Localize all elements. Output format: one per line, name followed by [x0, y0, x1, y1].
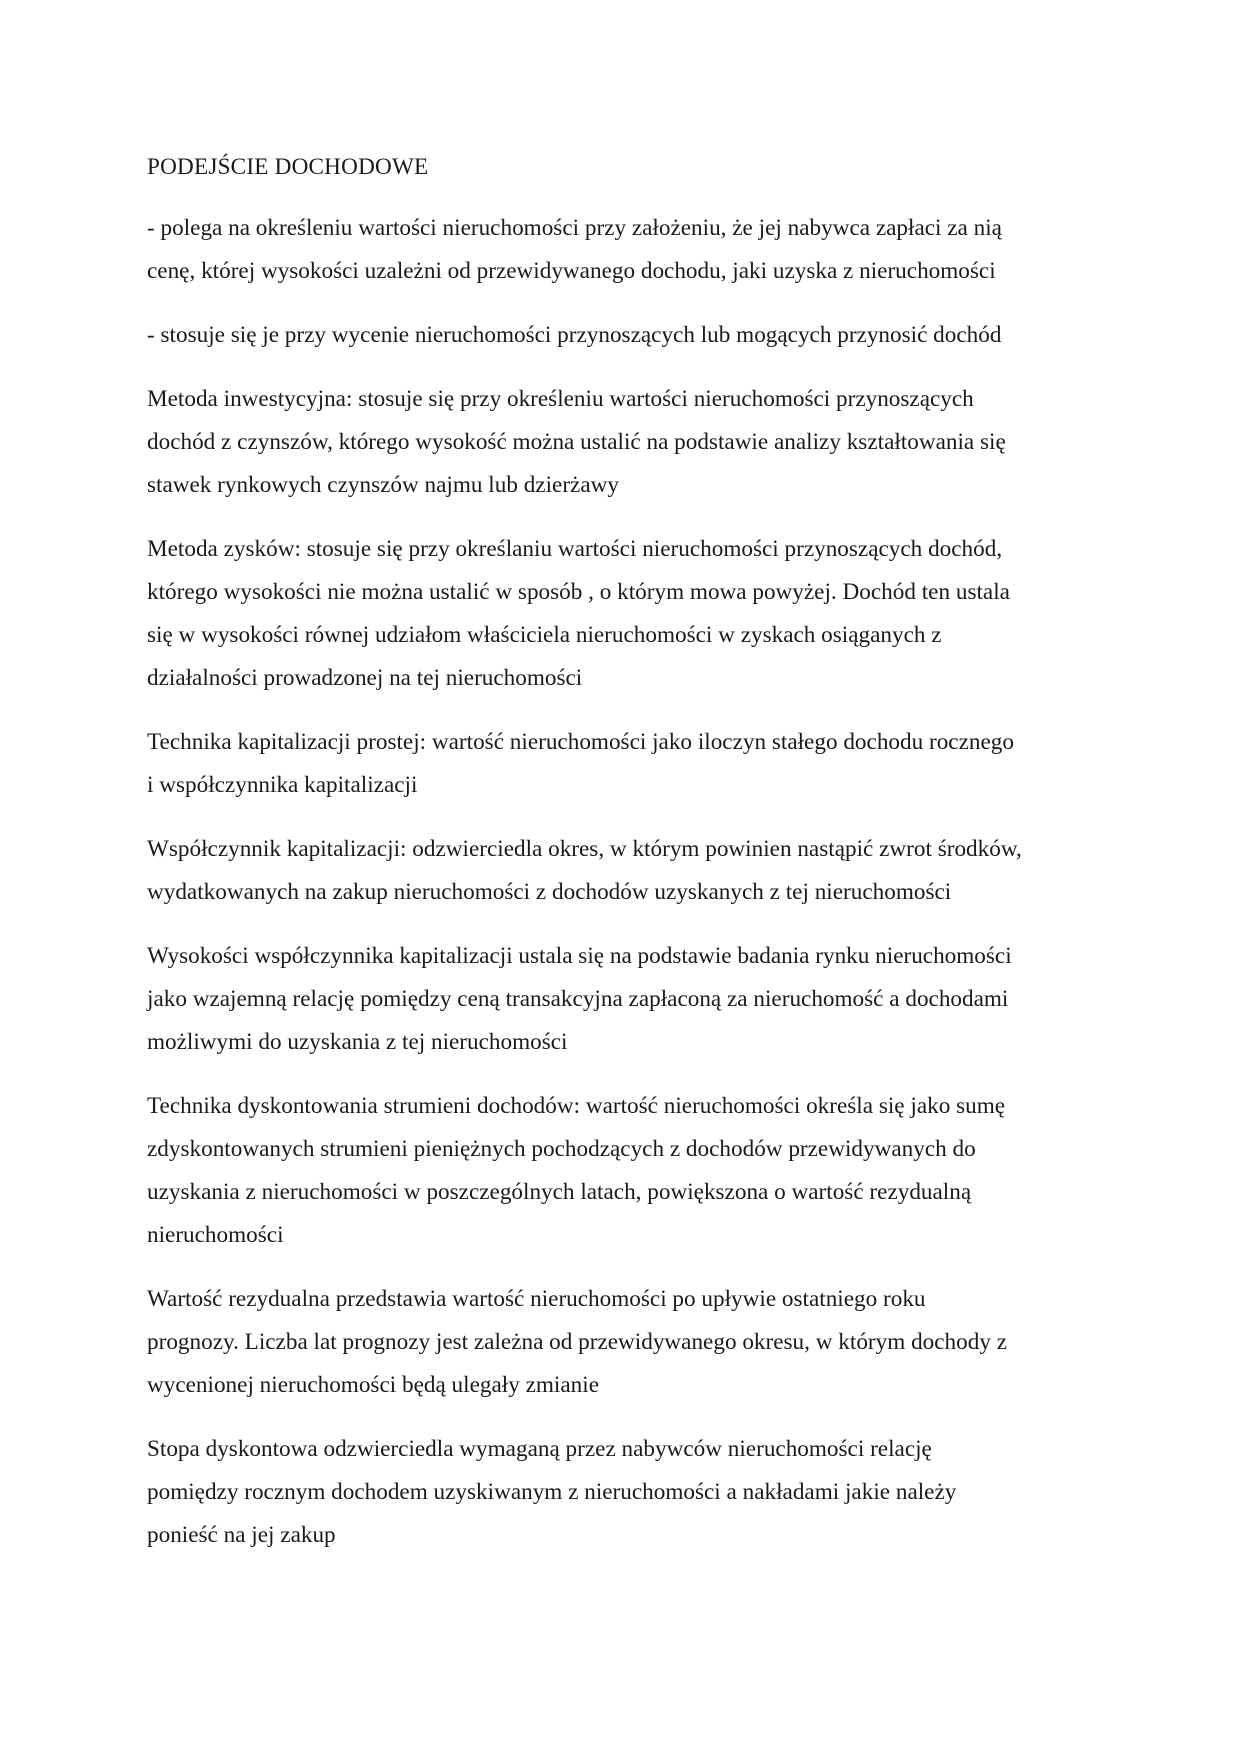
paragraph-line: Metoda zysków: stosuje się przy określaniu wartości nieruchomości przynoszących dochód,	[147, 536, 1003, 562]
paragraph	[147, 1428, 1102, 1557]
paragraph-line: Metoda inwestycyjna: stosuje się przy określeniu wartości nieruchomości przynoszących	[147, 386, 974, 412]
paragraph-line: - stosuje się je przy wycenie nieruchomości przynoszących lub mogących przynosić dochód	[147, 322, 1002, 348]
paragraph-line: Wysokości współczynnika kapitalizacji ustala się na podstawie badania rynku nieruchomości	[147, 943, 1012, 969]
paragraph-line: działalności prowadzonej na tej nieruchomości	[147, 665, 583, 691]
paragraph	[147, 935, 1102, 1064]
paragraph	[147, 721, 1102, 807]
paragraph-line: Stopa dyskontowa odzwierciedla wymaganą przez nabywców nieruchomości relację	[147, 1436, 932, 1462]
document-title: PODEJŚCIE DOCHODOWE	[147, 154, 429, 180]
paragraph-line: Współczynnik kapitalizacji: odzwierciedla okres, w którym powinien nastąpić zwrot środków,	[147, 836, 1022, 862]
paragraph-list	[147, 207, 1102, 1557]
paragraph	[147, 1278, 1102, 1407]
paragraph-line: uzyskania z nieruchomości w poszczególnych latach, powiększona o wartość rezydualną	[147, 1179, 972, 1205]
paragraph	[147, 828, 1102, 914]
paragraph-line: jako wzajemną relację pomiędzy ceną transakcyjna zapłaconą za nieruchomość a dochodami	[147, 986, 1009, 1012]
paragraph-line: Technika dyskontowania strumieni dochodów: wartość nieruchomości określa się jako sumę	[147, 1093, 1006, 1119]
paragraph	[147, 528, 1102, 700]
paragraph-line: nieruchomości	[147, 1222, 284, 1248]
paragraph-line: wydatkowanych na zakup nieruchomości z dochodów uzyskanych z tej nieruchomości	[147, 879, 952, 905]
paragraph-line: cenę, której wysokości uzależni od przewidywanego dochodu, jaki uzyska z nieruchomości	[147, 258, 996, 284]
paragraph-line: zdyskontowanych strumieni pieniężnych pochodzących z dochodów przewidywanych do	[147, 1136, 976, 1162]
paragraph-line: prognozy. Liczba lat prognozy jest zależna od przewidywanego okresu, w którym dochody z	[147, 1329, 1008, 1355]
paragraph-line: - polega na określeniu wartości nieruchomości przy założeniu, że jej nabywca zapłaci za nią	[147, 215, 1002, 241]
paragraph-line: wycenionej nieruchomości będą ulegały zmianie	[147, 1372, 599, 1398]
paragraph-line: dochód z czynszów, którego wysokość można ustalić na podstawie analizy kształtowania się	[147, 429, 1006, 455]
paragraph	[147, 1085, 1102, 1257]
paragraph-line: Technika kapitalizacji prostej: wartość nieruchomości jako iloczyn stałego dochodu rocznego	[147, 729, 1014, 755]
paragraph-line: pomiędzy rocznym dochodem uzyskiwanym z nieruchomości a nakładami jakie należy	[147, 1479, 957, 1505]
paragraph-line: stawek rynkowych czynszów najmu lub dzierżawy	[147, 472, 619, 498]
paragraph-line: i współczynnika kapitalizacji	[147, 772, 418, 798]
paragraph-line: możliwymi do uzyskania z tej nieruchomości	[147, 1029, 568, 1055]
paragraph	[147, 207, 1102, 293]
paragraph-line: się w wysokości równej udziałom właściciela nieruchomości w zyskach osiąganych z	[147, 622, 942, 648]
paragraph-line: Wartość rezydualna przedstawia wartość nieruchomości po upływie ostatniego roku	[147, 1286, 926, 1312]
paragraph-line: którego wysokości nie można ustalić w sposób , o którym mowa powyżej. Dochód ten ustala	[147, 579, 1010, 605]
paragraph-line: ponieść na jej zakup	[147, 1522, 336, 1548]
paragraph	[147, 314, 1102, 357]
document-body	[147, 146, 1102, 1578]
paragraph	[147, 378, 1102, 507]
